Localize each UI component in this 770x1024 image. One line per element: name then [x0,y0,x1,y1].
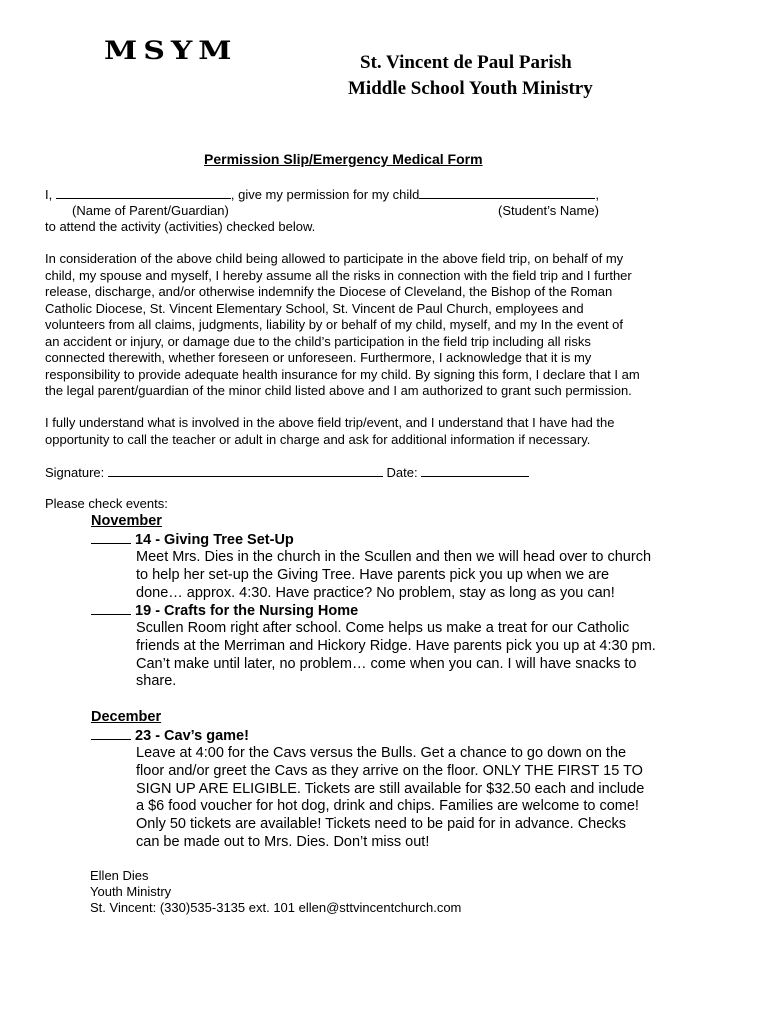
contact-role: Youth Ministry [90,884,172,899]
event-line: Meet Mrs. Dies in the church in the Scullen and then we will head over to church [136,549,652,565]
event-line: Can’t make until later, no problem… come when you can. I will have snacks to [136,655,637,672]
consent-line: child, my spouse and myself, I hereby assume all the risks in connection with the field trip and I further [45,267,632,283]
event-line: Only 50 tickets are available! Tickets need to be paid for in advance. Checks [136,816,627,833]
understanding-line: I fully understand what is involved in the above field trip/event, and I understand that I have had the [45,415,615,430]
form-title: Permission Slip/Emergency Medical Form [204,151,483,167]
event-line: to help her set-up the Giving Tree. Have parents pick you up when we are [136,566,610,583]
signature-row [45,464,529,482]
event-description [136,549,716,602]
understanding-paragraph [45,415,735,448]
contact-details: St. Vincent: (330)535-3135 ext. 101 ellen@sttvincentchurch.com [90,900,462,915]
attend-line: to attend the activity (activities) checked below. [45,219,316,234]
date-blank[interactable] [421,464,529,477]
ministry-name: Middle School Youth Ministry [348,78,593,99]
event-checkbox-blank[interactable] [91,602,131,615]
events-label: Please check events: [45,496,168,511]
event-description [136,620,716,691]
parish-name: St. Vincent de Paul Parish [360,52,572,73]
event-giving-tree [91,531,294,548]
consent-line: an accident or injury, or damage due to the child’s participation in the field trip including all risks [45,333,591,349]
signature-label: Signature: [45,465,105,480]
event-cavs-game [91,727,249,744]
event-line: a $6 food voucher for hot dog, drink and chips. Families are welcome to come! [136,798,639,815]
parent-caption: (Name of Parent/Guardian) [72,203,229,218]
understanding-line: opportunity to call the teacher or adult in charge and ask for additional information if necessary. [45,431,591,447]
event-checkbox-blank[interactable] [91,531,131,544]
consent-line: release, discharge, and/or otherwise indemnify the Diocese of Cleveland, the Bishop of the Roman [45,284,613,299]
event-line: Scullen Room right after school. Come helps us make a treat for our Catholic [136,620,630,636]
permission-line [45,186,599,204]
consent-line: volunteers from all claims, judgments, liability by or behalf of my child, myself, and my In the event of [45,317,624,332]
signature-blank[interactable] [108,464,383,477]
consent-line: responsibility to provide adequate health insurance for my child. By signing this form, I declare that I am [45,366,640,382]
event-title: 23 - Cav’s game! [135,728,249,744]
event-description [136,745,716,852]
permission-middle: , give my permission for my child [230,187,420,202]
permission-suffix: , [595,187,600,202]
consent-line: In consideration of the above child being allowed to participate in the above field trip, on behalf of my [45,251,624,266]
event-line: SIGN UP ARE ELIGIBLE. Tickets are still available for $32.50 each and include [136,780,645,797]
date-label: Date: [386,465,418,480]
msym-logo: MSYM [104,36,238,66]
event-title: 14 - Giving Tree Set-Up [135,532,294,548]
student-name-blank[interactable] [419,186,595,199]
student-caption: (Student’s Name) [498,203,599,218]
event-line: done… approx. 4:30. Have practice? No problem, stay as long as you can! [136,584,615,601]
consent-paragraph [45,251,735,400]
contact-name: Ellen Dies [90,868,149,883]
event-crafts [91,602,358,619]
november-heading: November [91,513,162,529]
event-checkbox-blank[interactable] [91,727,131,740]
parent-name-blank[interactable] [56,186,231,199]
event-line: share. [136,673,177,690]
consent-line: connected therewith, whether foreseen or unforeseen. Furthermore, I acknowledge that it is my [45,350,592,365]
event-line: friends at the Merriman and Hickory Ridge. Have parents pick you up at 4:30 pm. [136,637,656,654]
consent-line: Catholic Diocese, St. Vincent Elementary School, St. Vincent de Paul Church, employees and [45,300,584,316]
consent-line: the legal parent/guardian of the minor child listed above and I am authorized to grant such permission. [45,383,632,398]
event-line: floor and/or greet the Cavs as they arrive on the floor. ONLY THE FIRST 15 TO [136,762,643,779]
december-heading: December [91,709,162,725]
event-line: Leave at 4:00 for the Cavs versus the Bulls. Get a chance to go down on the [136,745,627,761]
permission-prefix: I, [45,187,53,202]
event-line: can be made out to Mrs. Dies. Don’t miss out! [136,833,430,850]
event-title: 19 - Crafts for the Nursing Home [135,603,359,619]
